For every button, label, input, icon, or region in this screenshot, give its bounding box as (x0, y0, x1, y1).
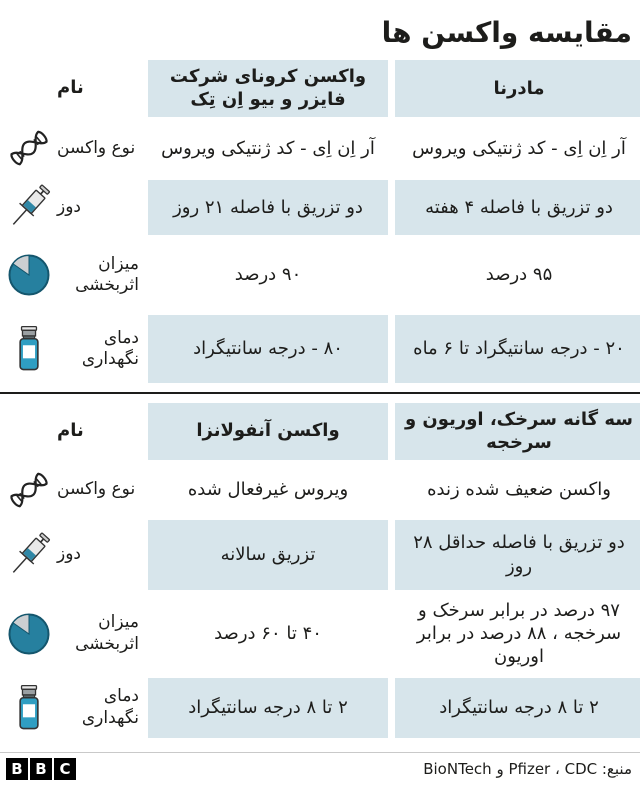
cell-storage-mmr: ۲ تا ۸ درجه سانتیگراد (395, 678, 640, 738)
row-label-storage: دمای نگهداری (81, 686, 139, 728)
icon-spacer (5, 403, 53, 460)
source-attribution: منبع: Pfizer ، CDC و BioNTech (423, 760, 632, 778)
table-row (5, 464, 640, 516)
footer (0, 752, 640, 788)
cell-dose-mmr: دو تزریق با فاصله حداقل ۲۸ روز (395, 520, 640, 590)
syringe-icon (5, 520, 53, 590)
row-label-efficacy: میزان اثربخشی (75, 612, 139, 654)
row-label-dose: دوز (57, 543, 81, 564)
column-header-pfizer-biontech: واکسن کرونای شرکت فایزر و بیو اِن تِک (148, 60, 388, 117)
cell-dose-influenza: تزریق سالانه (148, 520, 388, 590)
syringe-icon (5, 180, 53, 235)
row-label-storage: دمای نگهداری (81, 327, 139, 369)
table-row (5, 180, 640, 235)
cell-type-pfizer: آر اِن اِی - کد ژنتیکی ویروس (161, 137, 375, 159)
bbc-logo-letter: B (30, 758, 52, 780)
table-row (5, 121, 640, 176)
bbc-logo-letter: C (54, 758, 76, 780)
dna-icon (5, 464, 53, 516)
column-header-mmr: سه گانه سرخک، اوریون و سرخجه (395, 403, 640, 460)
vial-icon (5, 315, 53, 383)
row-label-type: نوع واکسن (57, 478, 136, 499)
row-label-dose: دوز (57, 196, 81, 217)
pie-chart-icon (5, 239, 53, 311)
row-label-efficacy: میزان اثربخشی (75, 253, 139, 295)
table-row (5, 520, 640, 590)
row-label-name: نام (57, 419, 84, 441)
table-row (5, 239, 640, 311)
cell-efficacy-pfizer: ۹۰ درصد (234, 264, 302, 286)
column-header-moderna: مادرنا (395, 60, 640, 117)
table-row (5, 315, 640, 383)
cell-efficacy-influenza: ۴۰ تا ۶۰ درصد (214, 622, 322, 644)
cell-dose-pfizer: دو تزریق با فاصله ۲۱ روز (148, 180, 388, 235)
cell-efficacy-mmr: ۹۷ درصد در برابر سرخک و سرخجه ، ۸۸ درصد در برابر اوریون (416, 599, 622, 668)
bbc-logo-letter: B (6, 758, 28, 780)
page-title: مقایسه واکسن ها (381, 16, 632, 49)
cell-type-mmr: واکسن ضعیف شده زنده (427, 478, 611, 500)
vaccine-table-covid (5, 60, 640, 383)
cell-storage-moderna: ۲۰ - درجه سانتیگراد تا ۶ ماه (395, 315, 640, 383)
cell-storage-pfizer: ۸۰ - درجه سانتیگراد (148, 315, 388, 383)
column-header-influenza: واکسن آنفولانزا (148, 403, 388, 460)
cell-efficacy-moderna: ۹۵ درصد (485, 264, 553, 286)
table-row (5, 678, 640, 738)
row-label-type: نوع واکسن (57, 137, 136, 158)
table-row (5, 403, 640, 460)
cell-type-moderna: آر اِن اِی - کد ژنتیکی ویروس (412, 137, 626, 159)
bbc-logo (6, 758, 76, 780)
table-row (5, 594, 640, 674)
cell-type-influenza: ویروس غیرفعال شده (187, 478, 349, 500)
section-divider (0, 392, 640, 394)
pie-chart-icon (5, 594, 53, 674)
cell-storage-influenza: ۲ تا ۸ درجه سانتیگراد (148, 678, 388, 738)
table-row (5, 60, 640, 117)
cell-dose-moderna: دو تزریق با فاصله ۴ هفته (395, 180, 640, 235)
vaccine-table-flu-mmr (5, 403, 640, 738)
vial-icon (5, 678, 53, 738)
dna-icon (5, 121, 53, 176)
icon-spacer (5, 60, 53, 117)
row-label-name: نام (57, 77, 84, 99)
